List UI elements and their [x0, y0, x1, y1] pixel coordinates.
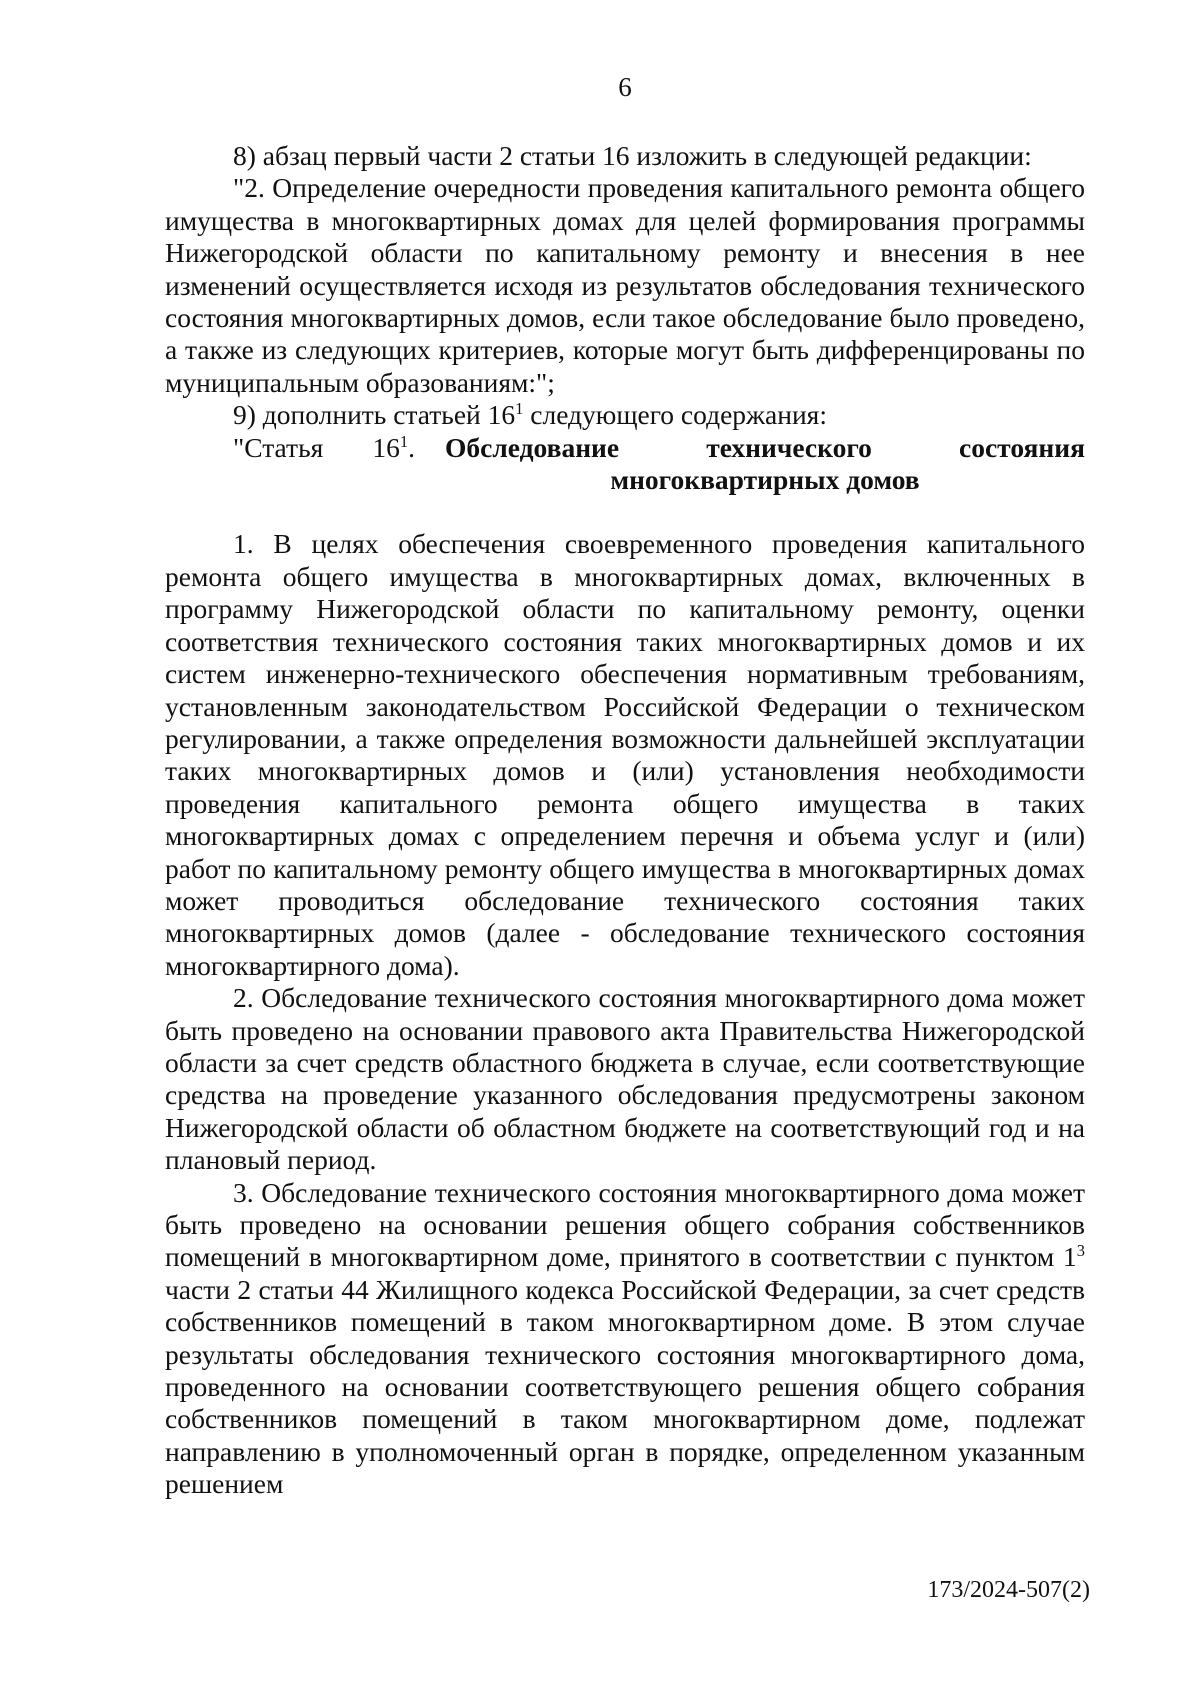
- article-number: [372, 432, 415, 497]
- document-code: 173/2024-507(2): [927, 1577, 1090, 1603]
- paragraph-part-3-text-end: части 2 статьи 44 Жилищного кодекса Российской Федерации, за счет средств собственников помещений в таком многоквартирном доме. В этом случае результаты обследования технического состояния многоквартирного дома, проведенного на основании соответствующего решения общего собрания собственников помещений в таком многоквартирном доме, подлежат направлению в уполномоченный орган в порядке, определенном указанным решением: [165, 1273, 1085, 1500]
- paragraph-item-9-superscript: 1: [515, 399, 524, 419]
- paragraph-part-1: 1. В целях обеспечения своевременного проведения капитального ремонта общего имущества в многоквартирных домах, включенных в программу Нижегородской области по капитальному ремонту, оценки соответствия технического состояния таких многоквартирных домов и их систем инженерно-технического обеспечения нормативным требованиям, установленным законодательством Российской Федерации о техническом регулировании, а также определения возможности дальнейшей эксплуатации таких многоквартирных домов и (или) установления необходимости проведения капитального ремонта общего имущества в таких многоквартирных домах с определением перечня и объема услуг и (или) работ по капитальному ремонту общего имущества в многоквартирных домах может проводиться обследование технического состояния таких многоквартирных домов (далее - обследование технического состояния многоквартирного дома).: [165, 528, 1085, 981]
- paragraph-item-9-text: 9) дополнить статьей 16: [233, 399, 516, 431]
- paragraph-part-3: [165, 1177, 1085, 1501]
- article-title: [445, 432, 1085, 497]
- paragraph-part-3-text: 3. Обследование технического состояния многоквартирного дома может быть проведено на основании решения общего собрания собственников помещений в многоквартирном доме, принятого в соответствии с пунктом 1: [165, 1176, 1085, 1273]
- spacer: [165, 496, 1085, 528]
- article-number-dot: .: [408, 431, 415, 463]
- page-number: 6: [618, 72, 632, 102]
- article-heading: [165, 432, 1085, 497]
- paragraph-part-2: 2. Обследование технического состояния многоквартирного дома может быть проведено на основании правового акта Правительства Нижегородской области за счет средств областного бюджета в случае, если соответствующие средства на проведение указанного обследования предусмотрены законом Нижегородской области об областном бюджете на соответствующий год и на плановый период.: [165, 982, 1085, 1176]
- article-label: [165, 432, 445, 497]
- paragraph-item-9-text-end: следующего содержания:: [523, 399, 827, 431]
- article-number-superscript: 1: [399, 431, 409, 451]
- article-number-base: 16: [372, 431, 400, 463]
- article-title-line-2: многоквартирных домов: [610, 464, 920, 496]
- document-body: [165, 140, 1085, 1501]
- paragraph-item-9: [165, 399, 1085, 431]
- paragraph-item-8: 8) абзац первый части 2 статьи 16 изложить в следующей редакции:: [233, 140, 1032, 171]
- paragraph-part-3-superscript: 3: [1076, 1241, 1085, 1261]
- article-title-line-1: Обследование технического состояния: [445, 431, 1085, 463]
- paragraph-item-8-quote: "2. Определение очередности проведения капитального ремонта общего имущества в многоквартирных домах для целей формирования программы Нижегородской области по капитальному ремонту и внесения в нее изменений осуществляется исходя из результатов обследования технического состояния многоквартирных домов, если такое обследование было проведено, а также из следующих критериев, которые могут быть дифференцированы по муниципальным образованиям:";: [165, 172, 1085, 398]
- article-word: "Статья: [233, 431, 324, 463]
